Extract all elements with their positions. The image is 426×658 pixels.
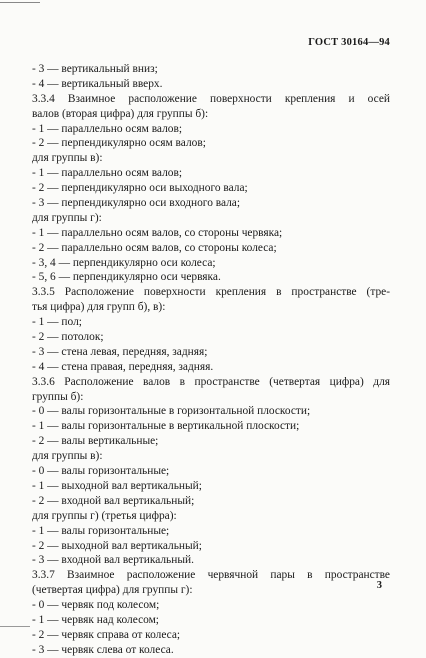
list-item: - 2 — потолок;	[32, 331, 104, 344]
list-item: - 3 — перпендикулярно оси входного вала;	[32, 197, 241, 210]
list-item: - 0 — валы горизонтальные в горизонтальной плоскости;	[32, 405, 311, 418]
list-item: - 2 — перпендикулярно оси выходного вала;	[32, 182, 248, 195]
scan-artifact	[0, 626, 30, 627]
list-item: - 3 — входной вал вертикальный.	[32, 554, 194, 567]
list-item: - 1 — червяк над колесом;	[32, 613, 159, 626]
list-item: - 0 — валы горизонтальные;	[32, 465, 170, 478]
page-number: 3	[376, 580, 382, 591]
list-item: - 1 — параллельно осям валов;	[32, 167, 183, 180]
paragraph-line: 3.3.4 Взаимное расположение поверхности крепления и осей	[32, 92, 390, 105]
paragraph-line: 3.3.5 Расположение поверхности крепления в пространстве (тре-	[32, 286, 390, 299]
list-item: - 0 — червяк под колесом;	[32, 599, 160, 612]
list-item: - 4 — стена правая, передняя, задняя.	[32, 360, 214, 373]
list-item: - 5, 6 — перпендикулярно оси червяка.	[32, 271, 221, 284]
list-item: - 2 — червяк справа от колеса;	[32, 628, 181, 641]
document-body	[28, 62, 390, 658]
list-item: - 1 — валы горизонтальные в вертикальной плоскости;	[32, 420, 300, 433]
paragraph-line: группы б):	[32, 390, 84, 403]
list-item: - 3 — стена левая, передняя, задняя;	[32, 345, 208, 358]
list-item: - 1 — параллельно осям валов;	[32, 122, 183, 135]
list-item: - 1 — валы горизонтальные;	[32, 524, 170, 537]
list-item: - 3 — червяк слева от колеса.	[32, 643, 174, 656]
list-item: - 2 — параллельно осям валов, со стороны колеса;	[32, 241, 277, 254]
list-item: - 3, 4 — перпендикулярно оси колеса;	[32, 256, 216, 269]
paragraph-line: 3.3.7 Взаимное расположение червячной пары в пространстве	[32, 569, 390, 582]
list-item: - 1 — выходной вал вертикальный;	[32, 479, 202, 492]
list-item: - 1 — пол;	[32, 316, 82, 329]
paragraph-line: (четвертая цифра) для группы г):	[32, 584, 193, 597]
list-item: - 2 — валы вертикальные;	[32, 435, 159, 448]
scan-artifact	[0, 2, 40, 3]
list-item: - 3 — вертикальный вниз;	[32, 63, 158, 75]
list-item: для группы в):	[32, 450, 103, 463]
list-item: - 1 — параллельно осям валов, со стороны червяка;	[32, 226, 283, 239]
list-item: - 2 — входной вал вертикальный;	[32, 494, 195, 507]
paragraph-line: тья цифра) для групп б), в):	[32, 301, 166, 314]
list-item: - 4 — вертикальный вверх.	[32, 77, 163, 90]
paragraph-line: 3.3.6 Расположение валов в пространстве (четвертая цифра) для	[32, 375, 390, 388]
list-item: для группы в):	[32, 152, 103, 165]
standard-code-header: ГОСТ 30164—94	[308, 37, 390, 48]
paragraph-line: валов (вторая цифра) для группы б):	[32, 107, 209, 120]
list-item: - 2 — перпендикулярно осям валов;	[32, 137, 206, 150]
list-item: для группы г) (третья цифра):	[32, 509, 177, 522]
list-item: для группы г):	[32, 211, 102, 224]
list-item: - 2 — выходной вал вертикальный;	[32, 539, 202, 552]
